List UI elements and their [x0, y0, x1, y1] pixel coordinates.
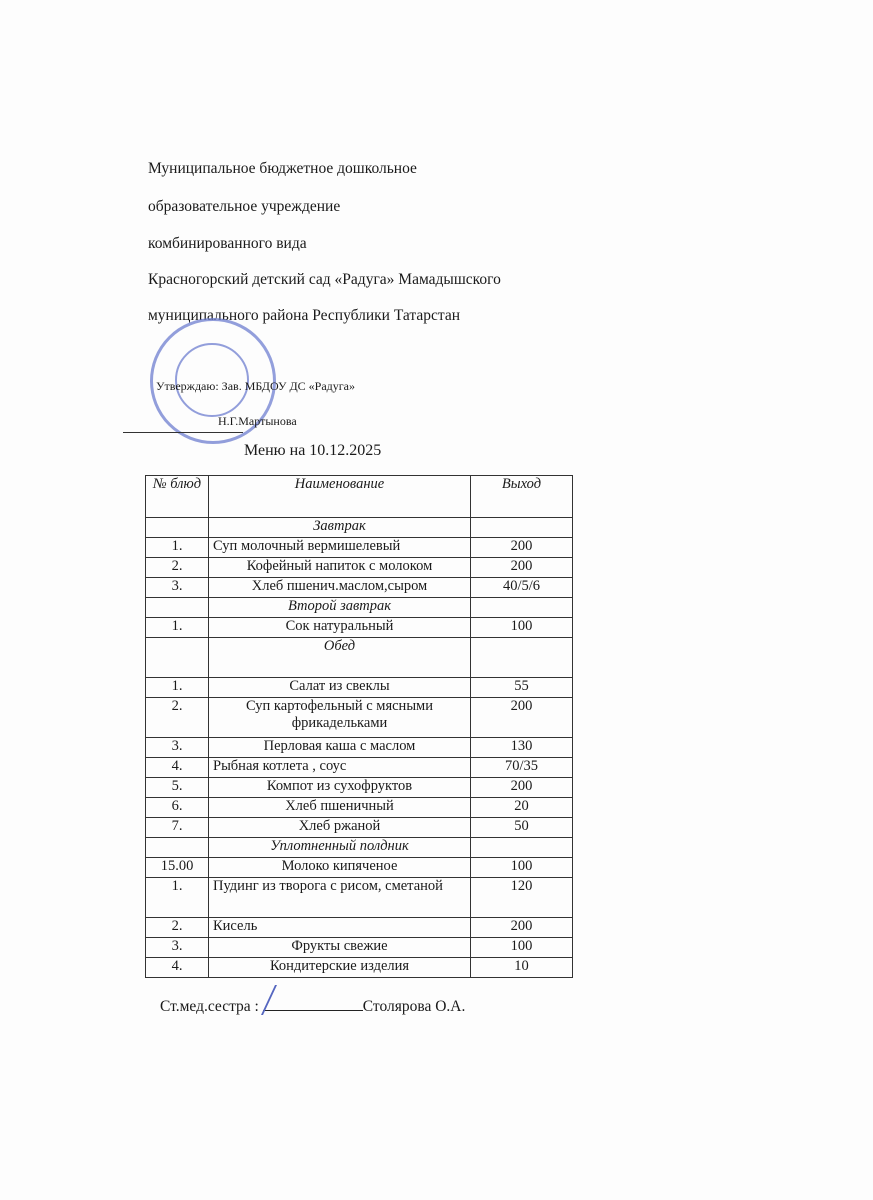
table-row: [146, 578, 573, 598]
cell-empty: [471, 638, 573, 678]
dish-number: 1.: [146, 678, 209, 698]
dish-output: 130: [471, 738, 573, 758]
dish-name: Сок натуральный: [209, 618, 471, 638]
section-row: [146, 838, 573, 858]
header-line: образовательное учреждение: [148, 198, 341, 215]
dish-name: Хлеб пшеничный: [209, 798, 471, 818]
dish-output: 50: [471, 818, 573, 838]
dish-number: 5.: [146, 778, 209, 798]
dish-name: Кисель: [209, 918, 471, 938]
cell-empty: [146, 838, 209, 858]
dish-name: Хлеб ржаной: [209, 818, 471, 838]
cell-empty: [471, 598, 573, 618]
cell-empty: [146, 518, 209, 538]
dish-name: Перловая каша с маслом: [209, 738, 471, 758]
table-row: [146, 938, 573, 958]
table-row: [146, 878, 573, 918]
section-name: Уплотненный полдник: [209, 838, 471, 858]
dish-name: Фрукты свежие: [209, 938, 471, 958]
table-row: [146, 858, 573, 878]
cell-empty: [146, 598, 209, 618]
section-name: Обед: [209, 638, 471, 678]
dish-output: 200: [471, 918, 573, 938]
cell-empty: [471, 838, 573, 858]
table-row: [146, 618, 573, 638]
section-row: [146, 518, 573, 538]
dish-output: 200: [471, 558, 573, 578]
dish-number: 2.: [146, 918, 209, 938]
dish-name: Суп молочный вермишелевый: [209, 538, 471, 558]
table-row: [146, 778, 573, 798]
dish-number: 7.: [146, 818, 209, 838]
dish-name: Рыбная котлета , соус: [209, 758, 471, 778]
section-row: [146, 598, 573, 618]
table-row: [146, 918, 573, 938]
header-line: Красногорский детский сад «Радуга» Мамадышского: [148, 271, 501, 288]
cell-empty: [471, 518, 573, 538]
table-header-row: [146, 476, 573, 518]
dish-name: Салат из свеклы: [209, 678, 471, 698]
table-row: [146, 678, 573, 698]
dish-number: 4.: [146, 758, 209, 778]
header-name: Наименование: [209, 476, 471, 518]
dish-number: 3.: [146, 578, 209, 598]
dish-output: 100: [471, 858, 573, 878]
dish-output: 100: [471, 618, 573, 638]
signature-line: [123, 432, 243, 433]
dish-name: Кондитерские изделия: [209, 958, 471, 978]
dish-output: 200: [471, 698, 573, 738]
dish-number: 3.: [146, 938, 209, 958]
footer-name: Столярова О.А.: [362, 998, 466, 1015]
table-row: [146, 738, 573, 758]
table-row: [146, 798, 573, 818]
header-line: Муниципальное бюджетное дошкольное: [148, 160, 417, 177]
table-row: [146, 818, 573, 838]
dish-output: 200: [471, 538, 573, 558]
dish-number: 1.: [146, 538, 209, 558]
section-name: Завтрак: [209, 518, 471, 538]
dish-number: 15.00: [146, 858, 209, 878]
cell-empty: [146, 638, 209, 678]
dish-number: 3.: [146, 738, 209, 758]
header-line: комбинированного вида: [148, 235, 307, 252]
dish-output: 120: [471, 878, 573, 918]
dish-name: Молоко кипяченое: [209, 858, 471, 878]
dish-number: 6.: [146, 798, 209, 818]
dish-number: 1.: [146, 618, 209, 638]
table-row: [146, 758, 573, 778]
dish-name: Суп картофельный с мясными фрикадельками: [209, 698, 471, 738]
dish-output: 70/35: [471, 758, 573, 778]
table-row: [146, 698, 573, 738]
dish-number: 4.: [146, 958, 209, 978]
section-row: [146, 638, 573, 678]
dish-name: Хлеб пшенич.маслом,сыром: [209, 578, 471, 598]
table-row: [146, 558, 573, 578]
dish-output: 40/5/6: [471, 578, 573, 598]
section-name: Второй завтрак: [209, 598, 471, 618]
header-output: Выход: [471, 476, 573, 518]
dish-output: 200: [471, 778, 573, 798]
dish-output: 20: [471, 798, 573, 818]
header-number: № блюд: [146, 476, 209, 518]
dish-output: 100: [471, 938, 573, 958]
footer-role: Ст.мед.сестра :: [160, 998, 259, 1015]
dish-name: Кофейный напиток с молоком: [209, 558, 471, 578]
dish-number: 2.: [146, 558, 209, 578]
approver-name: Н.Г.Мартынова: [218, 414, 297, 428]
dish-output: 10: [471, 958, 573, 978]
dish-output: 55: [471, 678, 573, 698]
table-row: [146, 538, 573, 558]
dish-name: Пудинг из творога с рисом, сметаной: [209, 878, 471, 918]
header-line: муниципального района Республики Татарстан: [148, 307, 461, 324]
menu-title: Меню на 10.12.2025: [244, 442, 382, 459]
dish-number: 2.: [146, 698, 209, 738]
menu-table: [145, 475, 573, 978]
table-row: [146, 958, 573, 978]
dish-number: 1.: [146, 878, 209, 918]
dish-name: Компот из сухофруктов: [209, 778, 471, 798]
footer: [160, 996, 465, 1016]
approval-line: Утверждаю: Зав. МБДОУ ДС «Радуга»: [156, 379, 356, 393]
